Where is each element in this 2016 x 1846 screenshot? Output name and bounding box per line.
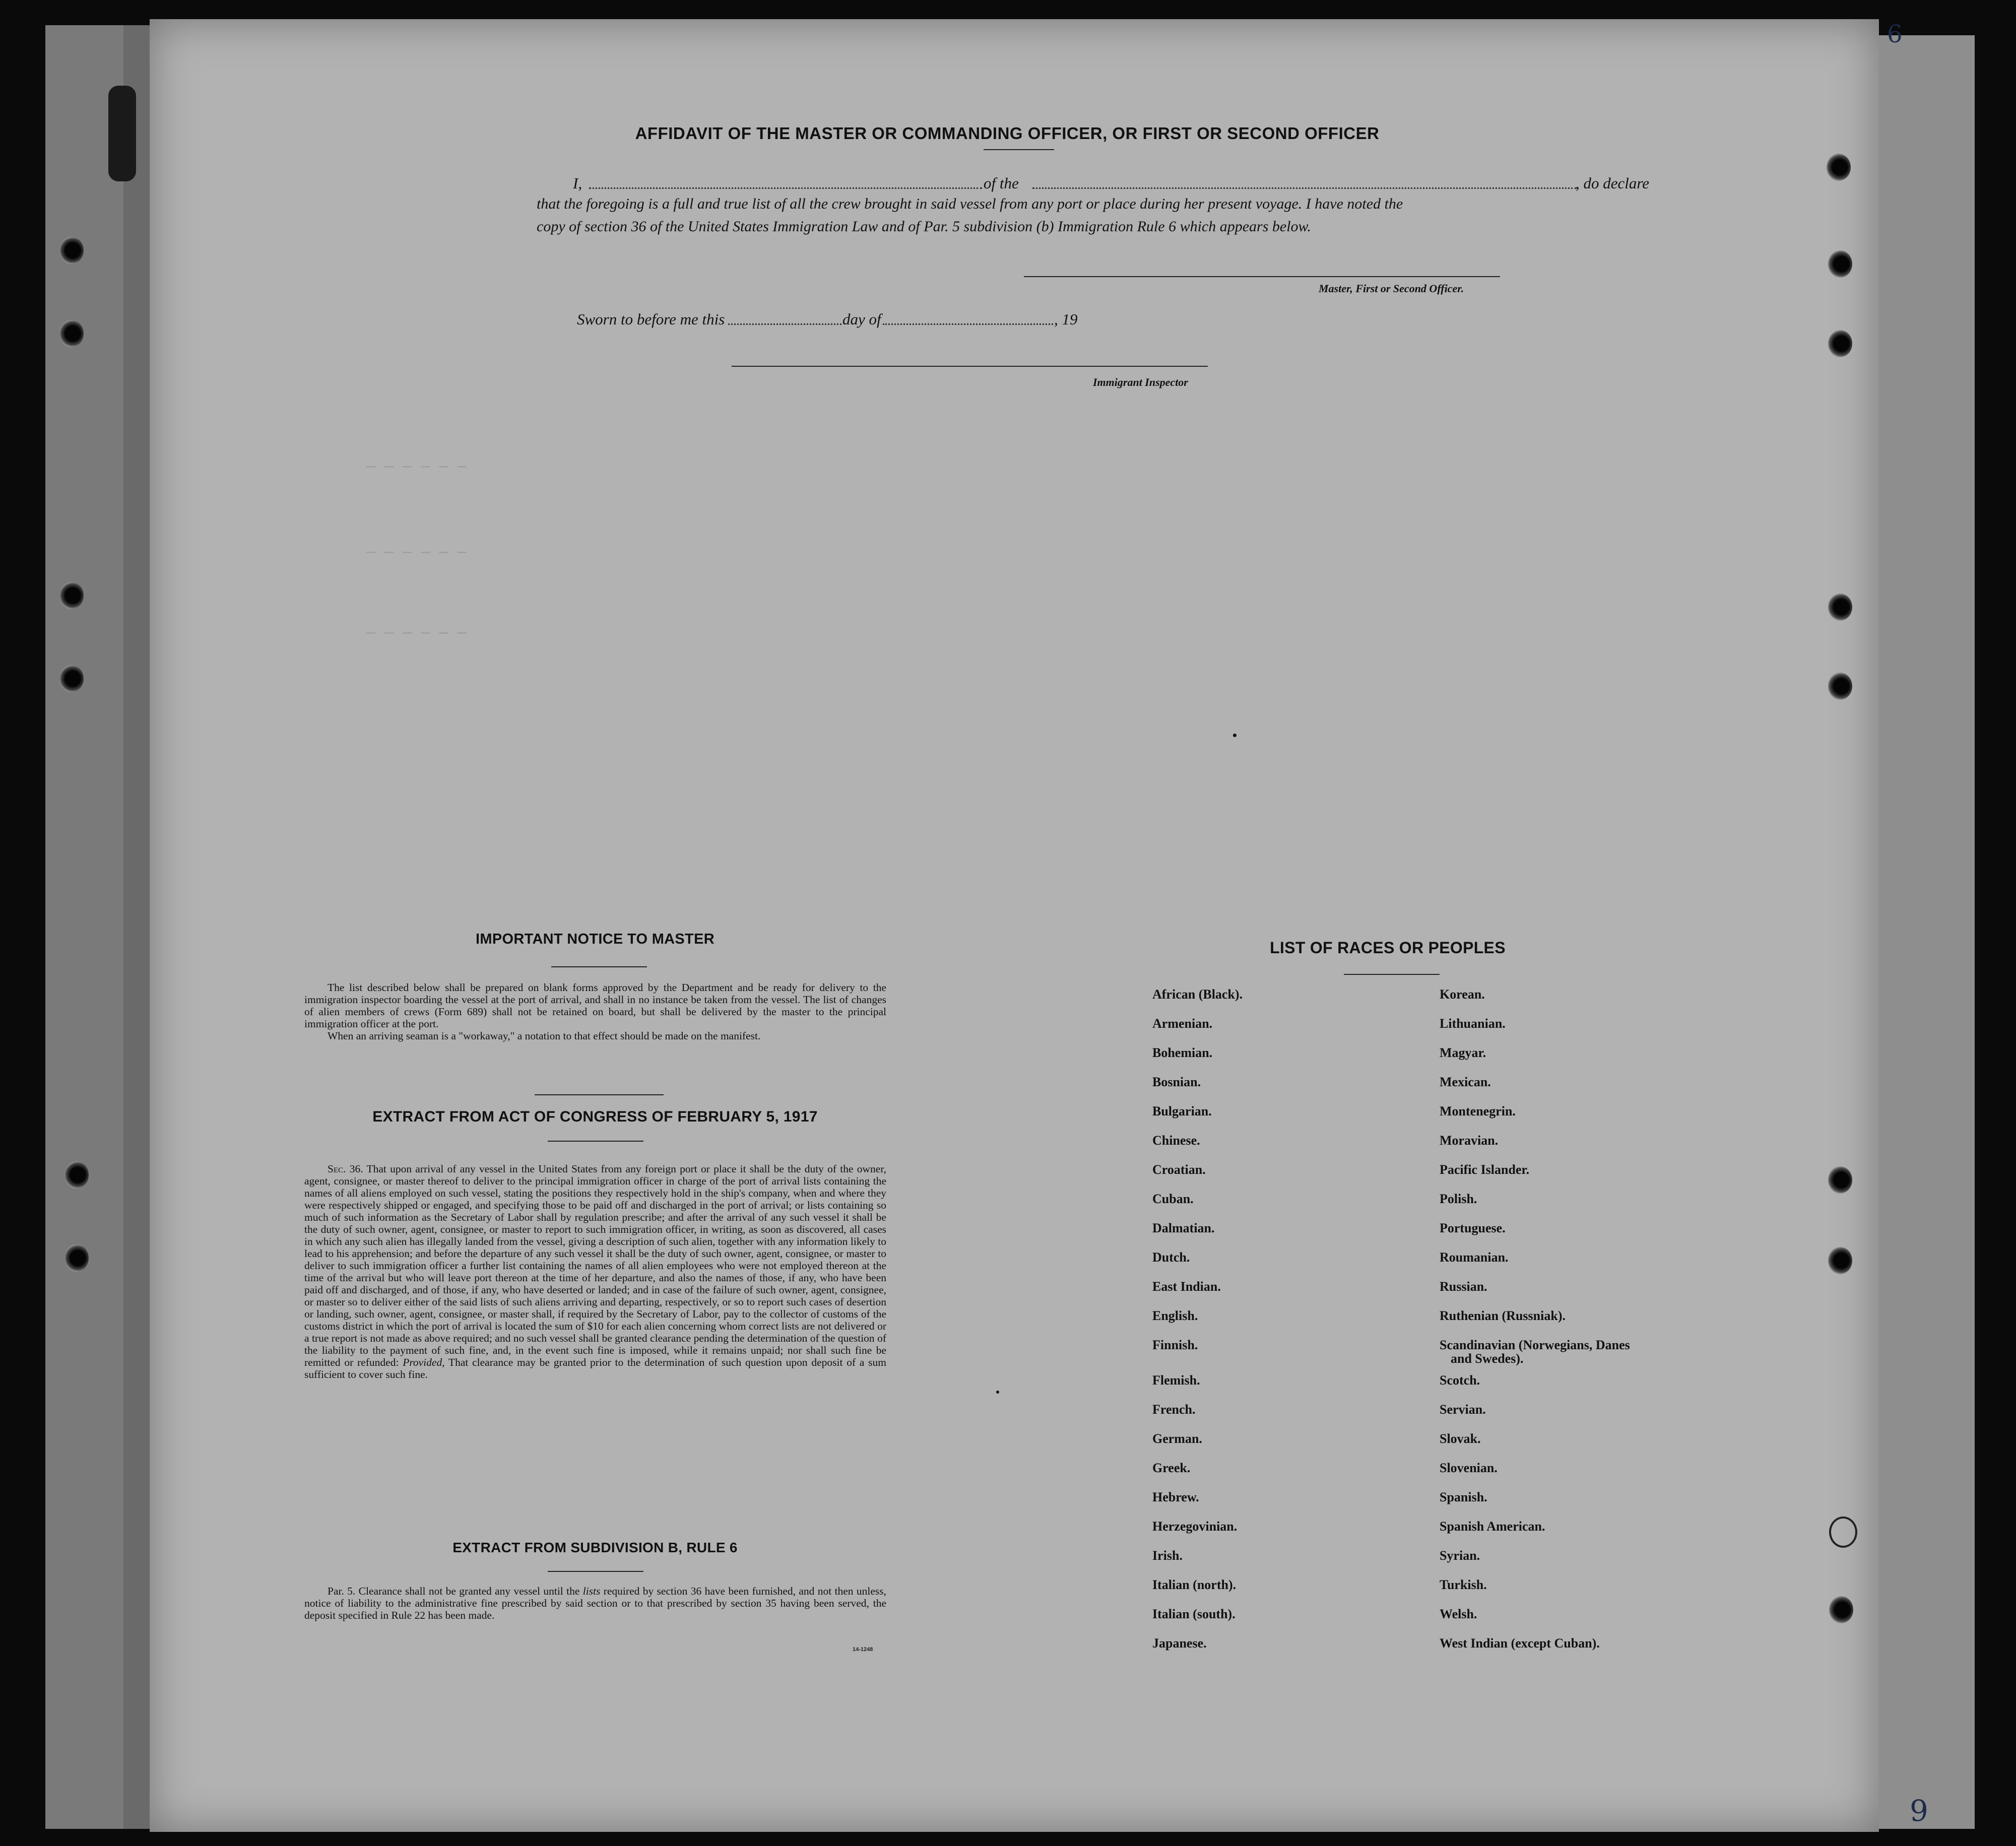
- act-extract-body: [304, 1163, 886, 1380]
- race-entry: Croatian.: [1152, 1162, 1206, 1177]
- section-label: Sec. 36.: [328, 1163, 363, 1175]
- notice-rule: [551, 966, 647, 967]
- binder-hole-outline-icon: [1829, 1517, 1857, 1548]
- race-entry: Spanish American.: [1440, 1519, 1545, 1534]
- binder-hole-icon: [1828, 1166, 1852, 1194]
- affidavit-line-3: copy of section 36 of the United States Immigration Law and of Par. 5 subdivision (b) Immigration Rule 6 which appears below.: [537, 218, 1311, 235]
- rule-paragraph: [304, 1585, 886, 1621]
- binder-hole-icon: [1828, 1247, 1852, 1274]
- bleed-through-row: — — — — — —: [366, 543, 467, 561]
- affidavit-declare-label: , do declare: [1576, 174, 1650, 192]
- race-entry: Italian (north).: [1152, 1577, 1237, 1592]
- affidavit-title: AFFIDAVIT OF THE MASTER OR COMMANDING OFFICER, OR FIRST OR SECOND OFFICER: [635, 124, 1380, 143]
- race-entry: Lithuanian.: [1440, 1016, 1506, 1031]
- affidavit-line-2: that the foregoing is a full and true list of all the crew brought in said vessel from any port or place during her present voyage. I have noted the: [537, 195, 1403, 212]
- races-title: LIST OF RACES OR PEOPLES: [1270, 939, 1506, 957]
- notice-body: [304, 981, 886, 1042]
- race-entry: Greek.: [1152, 1461, 1191, 1475]
- race-entry: English.: [1152, 1308, 1198, 1323]
- race-entry: Roumanian.: [1440, 1250, 1509, 1265]
- race-entry: Slovak.: [1440, 1431, 1481, 1446]
- binder-hole-icon: [64, 1244, 89, 1272]
- race-entry: Hebrew.: [1152, 1490, 1199, 1504]
- race-entry: Mexican.: [1440, 1075, 1491, 1089]
- race-entry: Finnish.: [1152, 1338, 1198, 1352]
- sworn-day-field[interactable]: [728, 323, 841, 325]
- rule-text-b: required by section 36 have been furnished, and not then unless, notice of liability to the administrative fine prescribed by said section or to that prescribed by section 35 having been served, the deposit specified in Rule 22 has been made.: [304, 1585, 887, 1621]
- affidavit-i-label: I,: [573, 174, 582, 192]
- rule-extract-rule: [548, 1571, 643, 1572]
- race-entry: Russian.: [1440, 1279, 1487, 1294]
- act-extract-title: EXTRACT FROM ACT OF CONGRESS OF FEBRUARY 5, 1917: [372, 1108, 818, 1125]
- race-entry: Syrian.: [1440, 1548, 1480, 1563]
- race-entry: Korean.: [1440, 987, 1485, 1002]
- sworn-label: Sworn to before me this: [577, 310, 725, 328]
- inspector-signature-line[interactable]: [732, 366, 1208, 367]
- race-entry: Bohemian.: [1152, 1045, 1213, 1060]
- binder-hole-icon: [1828, 594, 1852, 621]
- race-entry: Cuban.: [1152, 1192, 1194, 1206]
- race-entry: Scotch.: [1440, 1373, 1480, 1388]
- binder-hole-icon: [1827, 154, 1851, 181]
- sworn-month-field[interactable]: [883, 323, 1053, 325]
- notice-divider: [535, 1094, 664, 1095]
- binding-fold: [123, 25, 152, 1829]
- race-entry: Flemish.: [1152, 1373, 1200, 1388]
- binder-hole-icon: [59, 320, 84, 347]
- notice-para-1: The list described below shall be prepared on blank forms approved by the Department and be ready for delivery to the immigration inspector boarding the vessel at the port of arrival, and shall in no instance be taken from the vessel. The list of changes of alien members of crews (Form 689) shall not be retained on board, but shall be delivered by the master to the principal immigration officer at the port.: [304, 981, 886, 1030]
- race-entry: Japanese.: [1152, 1636, 1207, 1651]
- inspector-label: Immigrant Inspector: [1093, 376, 1188, 388]
- race-entry: Pacific Islander.: [1440, 1162, 1530, 1177]
- notice-para-2: When an arriving seaman is a "workaway," a notation to that effect should be made on the manifest.: [328, 1030, 761, 1042]
- bleed-through-row: — — — — — —: [366, 624, 467, 641]
- back-sheet: [1879, 35, 1975, 1829]
- race-entry: Irish.: [1152, 1548, 1183, 1563]
- race-entry: Italian (south).: [1152, 1607, 1235, 1621]
- affidavit-of-label: of the: [984, 174, 1019, 192]
- binder-hole-icon: [1828, 673, 1852, 700]
- act-extract-paragraph: [304, 1163, 886, 1380]
- binder-hole-icon: [1828, 250, 1852, 278]
- sworn-day-label: day of: [842, 310, 881, 328]
- stray-mark: [996, 1391, 999, 1394]
- binder-hole-icon: [64, 1161, 89, 1189]
- race-entry: Servian.: [1440, 1402, 1486, 1417]
- race-entry: Magyar.: [1440, 1045, 1486, 1060]
- race-entry: Montenegrin.: [1440, 1104, 1516, 1118]
- rule-extract-title: EXTRACT FROM SUBDIVISION B, RULE 6: [452, 1540, 738, 1555]
- binder-hole-icon: [59, 665, 84, 692]
- handwritten-page-number: 6: [1887, 20, 1903, 48]
- race-entry: East Indian.: [1152, 1279, 1221, 1294]
- vessel-field[interactable]: [1032, 187, 1577, 189]
- act-extract-rule: [548, 1141, 643, 1142]
- bleed-through-row: — — — — — —: [366, 457, 467, 475]
- race-entry: Dalmatian.: [1152, 1221, 1215, 1235]
- master-signature-line[interactable]: [1024, 276, 1500, 277]
- race-entry: Moravian.: [1440, 1133, 1499, 1148]
- binder-hole-icon: [59, 237, 84, 264]
- race-entry: African (Black).: [1152, 987, 1243, 1002]
- rule-text-a: Par. 5. Clearance shall not be granted any vessel until the: [328, 1585, 580, 1597]
- binder-hole-icon: [1828, 330, 1852, 357]
- provided-text: That clearance may be granted prior to the determination of such question upon deposit of a sum sufficient to cover such fine.: [304, 1356, 887, 1380]
- rule-extract-body: [304, 1585, 886, 1621]
- title-rule: [984, 149, 1054, 150]
- form-number: 14-1248: [853, 1646, 873, 1653]
- race-entry: Slovenian.: [1440, 1461, 1498, 1475]
- binder-clip: [108, 86, 136, 181]
- provided-label: Provided,: [403, 1356, 445, 1368]
- race-entry: Dutch.: [1152, 1250, 1190, 1265]
- race-entry: Ruthenian (Russniak).: [1440, 1308, 1566, 1323]
- race-entry: Armenian.: [1152, 1016, 1213, 1031]
- race-entry: Polish.: [1440, 1192, 1477, 1206]
- rule-lists-word: lists: [582, 1585, 601, 1597]
- race-entry: French.: [1152, 1402, 1196, 1417]
- race-entry: Chinese.: [1152, 1133, 1200, 1148]
- stray-mark: [1233, 734, 1237, 737]
- master-signature-label: Master, First or Second Officer.: [1319, 282, 1464, 295]
- race-entry: Herzegovinian.: [1152, 1519, 1238, 1534]
- race-entry: Welsh.: [1440, 1607, 1477, 1621]
- notice-title: IMPORTANT NOTICE TO MASTER: [476, 931, 714, 947]
- race-entry: German.: [1152, 1431, 1202, 1446]
- race-entry: Scandinavian (Norwegians, Danes and Swedes).: [1440, 1338, 1630, 1366]
- race-entry: Spanish.: [1440, 1490, 1487, 1504]
- race-entry: Bulgarian.: [1152, 1104, 1212, 1118]
- form-page: [150, 19, 1879, 1832]
- race-entry: Portuguese.: [1440, 1221, 1506, 1235]
- race-entry: West Indian (except Cuban).: [1440, 1636, 1600, 1651]
- race-entry: Turkish.: [1440, 1577, 1487, 1592]
- race-entry: Bosnian.: [1152, 1075, 1201, 1089]
- binder-hole-icon: [1829, 1596, 1853, 1623]
- handwritten-sheet-number: 9: [1910, 1794, 1928, 1828]
- section-36-text: That upon arrival of any vessel in the United States from any foreign port or place it shall be the duty of the owner, agent, consignee, or master thereof to deliver to the principal immigration officer in charge of the port of arrival lists containing the names of all aliens employed on such vessel, stating the positions they respectively hold in the ship's company, when and where they were respectively shipped or engaged, and specifying those to be paid off and discharged in the port of arrival; or lists containing so much of such information as the Secretary of Labor shall by regulation prescribe; and after the arrival of any such vessel it shall be the duty of such owner, agent, consignee, or master to report to such immigration officer, in writing, as soon as discovered, all cases in which any such alien has illegally landed from the vessel, giving a description of such alien, together with any information likely to lead to his apprehension; and before the departure of any such vessel it shall be the duty of such owner, agent, consignee, or master to deliver to such immigration officer a further list containing the names of all alien employees who were not employed thereon at the time of the arrival but who will leave port thereon at the time of her departure, and also the names of those, if any, who have been paid off and discharged, and of those, if any, who have deserted or landed; and in case of the failure of such owner, agent, consignee, or master so to deliver either of the said lists of such aliens arriving and departing, respectively, or so to report such cases of desertion or landing, such owner, agent, consignee, or master shall, if required by the Secretary of Labor, pay to the collector of customs of the customs district in which the port of arrival is located the sum of $10 for each alien concerning whom correct lists are not delivered or a true report is not made as above required; and no such vessel shall be granted clearance pending the determination of the question of the liability to the payment of such fine, and, in the event such fine is imposed, while it remains unpaid; nor shall such fine be remitted or refunded:: [304, 1163, 886, 1368]
- binder-hole-icon: [59, 582, 84, 609]
- sworn-year-label: , 19: [1054, 310, 1078, 328]
- name-field[interactable]: [589, 187, 982, 189]
- races-rule: [1344, 974, 1440, 975]
